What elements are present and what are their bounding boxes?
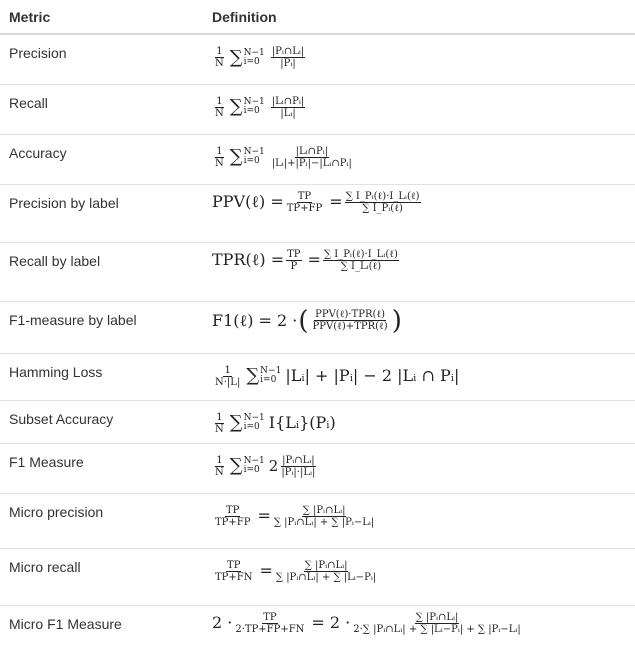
- header-metric: Metric: [0, 0, 203, 34]
- table-row: [0, 353, 635, 400]
- formula: $\frac{TP}{TP+FN}$ = $\frac{\text{∑ |Pᵢ∩Lᵢ|}}{\text{∑ |Pᵢ∩Lᵢ| + ∑ |Lᵢ−Pᵢ|}}$: [215, 559, 377, 583]
- metric-definition: [203, 443, 635, 493]
- table-row: [0, 605, 635, 659]
- metric-name: Precision: [0, 34, 203, 84]
- formula: 2 · $\frac{TP}{2\cdot TP+FP+FN}$ = 2 · $\frac{\text{∑ |Pᵢ∩Lᵢ|}}{\text{2·∑ |Pᵢ∩Lᵢ| + ∑ |Lᵢ−Pᵢ| + ∑ |Pᵢ−Lᵢ|}}$: [212, 611, 521, 635]
- table-row: [0, 184, 635, 242]
- metric-name: Recall: [0, 84, 203, 134]
- formula: $\frac{1}{N}$ ∑ N−1 i=0 2 $\frac{\text{|Pᵢ∩Lᵢ|}}{\text{|Pᵢ|·|Lᵢ|}}$: [215, 454, 316, 478]
- formula: F1(ℓ) = 2 · ( $\frac{\text{PPV(ℓ)·TPR(ℓ)}}{\text{PPV(ℓ)+TPR(ℓ)}}$ ): [212, 305, 402, 336]
- metric-definition: [203, 301, 635, 353]
- formula: PPV(ℓ) = $\frac{TP}{TP+FP}$ = $\frac{\text{∑ I\_Pᵢ(ℓ)·I\_Lᵢ(ℓ)}}{\text{∑ I\_Pᵢ(ℓ)}}$: [212, 190, 420, 214]
- formula: $\frac{1}{N}$ ∑ N−1 i=0 $\frac{\text{|Lᵢ∩Pᵢ|}}{\text{|Lᵢ|+|Pᵢ|−|Lᵢ∩Pᵢ|}}$: [215, 145, 352, 169]
- metric-definition: [203, 493, 635, 548]
- metric-name: Hamming Loss: [0, 353, 203, 400]
- metric-name: Subset Accuracy: [0, 400, 203, 443]
- header-row: [0, 0, 635, 34]
- formula: $\frac{1}{N}$ ∑ N−1 i=0 $\frac{\text{|Lᵢ∩Pᵢ|}}{\text{|Lᵢ|}}$: [215, 95, 305, 119]
- metric-name: F1-measure by label: [0, 301, 203, 353]
- table-row: [0, 34, 635, 84]
- table-row: [0, 493, 635, 548]
- formula: $\frac{1}{N}$ ∑ N−1 i=0 I{Lᵢ}(Pᵢ): [215, 411, 336, 435]
- metric-name: Micro F1 Measure: [0, 605, 203, 659]
- metric-name: Micro recall: [0, 548, 203, 605]
- table-row: [0, 84, 635, 134]
- metric-name: Accuracy: [0, 134, 203, 184]
- table-row: [0, 301, 635, 353]
- table-row: [0, 548, 635, 605]
- metric-definition: [203, 548, 635, 605]
- table-row: [0, 242, 635, 301]
- header-definition: Definition: [203, 0, 635, 34]
- metric-name: Recall by label: [0, 242, 203, 301]
- table-row: [0, 443, 635, 493]
- formula: TPR(ℓ) = $\frac{TP}{P}$ = $\frac{\text{∑ I\_Pᵢ(ℓ)·I\_Lᵢ(ℓ)}}{\text{∑ I\_Lᵢ(ℓ)}}$: [212, 248, 398, 272]
- formula: $\frac{1}{N}$ ∑ N−1 i=0 $\frac{\text{|Pᵢ∩Lᵢ|}}{\text{|Pᵢ|}}$: [215, 46, 305, 69]
- metric-definition: [203, 184, 635, 242]
- formula: $\frac{TP}{TP+FP}$ = $\frac{\text{∑ |Pᵢ∩Lᵢ|}}{\text{∑ |Pᵢ∩Lᵢ| + ∑ |Pᵢ−Lᵢ|}}$: [215, 504, 375, 528]
- metric-name: F1 Measure: [0, 443, 203, 493]
- table-row: [0, 400, 635, 443]
- metric-definition: [203, 134, 635, 184]
- metric-definition: [203, 84, 635, 134]
- metric-definition: [203, 242, 635, 301]
- table-row: [0, 134, 635, 184]
- metric-definition: [203, 353, 635, 400]
- metric-definition: [203, 400, 635, 443]
- metric-name: Micro precision: [0, 493, 203, 548]
- metric-definition: [203, 34, 635, 84]
- metric-definition: [203, 605, 635, 659]
- metric-name: Precision by label: [0, 184, 203, 242]
- formula: $\frac{1}{N\cdot|L|}$ ∑ N−1 i=0 |Lᵢ| + |Pᵢ| − 2 |Lᵢ ∩ Pᵢ|: [215, 364, 460, 388]
